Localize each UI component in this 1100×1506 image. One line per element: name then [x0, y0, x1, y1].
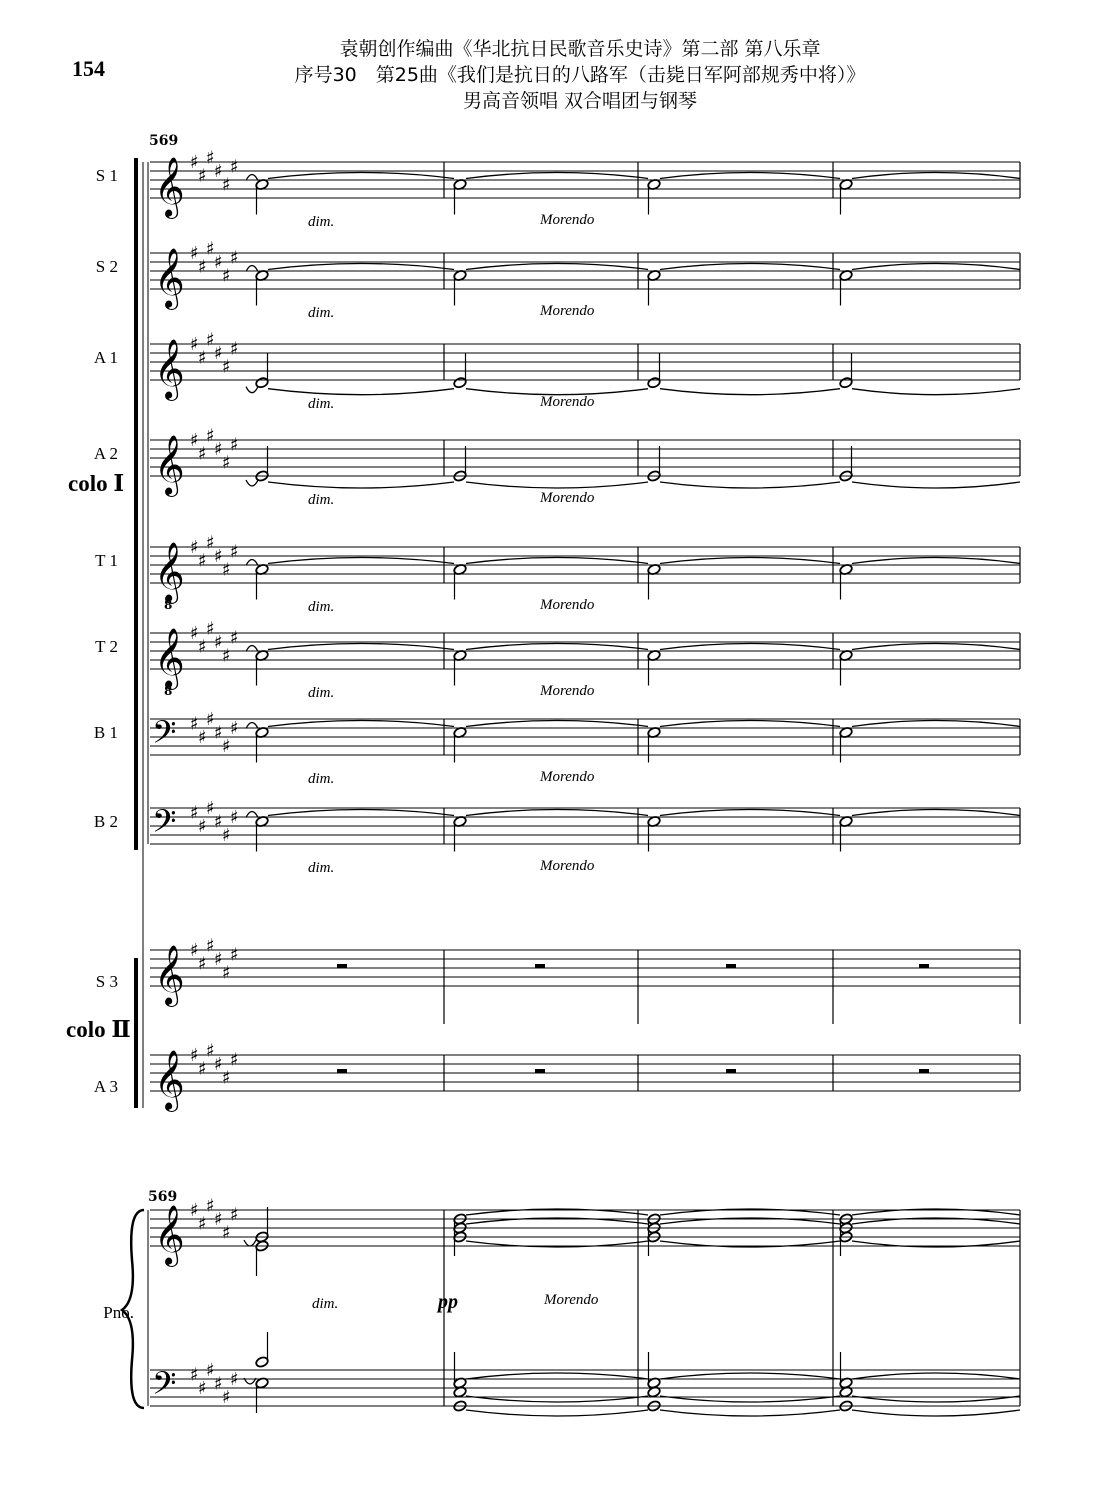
staff-s2-label: S 2 — [95, 257, 118, 276]
staff-s1-treble-clef-icon: 𝄞 — [154, 157, 185, 217]
piano-bass-tie — [852, 1373, 1020, 1379]
piano-treble-key-sharp-icon: ♯ — [230, 1204, 239, 1226]
staff-s3-key-sharp-icon: ♯ — [206, 935, 215, 957]
staff-t1-label: T 1 — [95, 551, 118, 570]
staff-s1-tie — [852, 173, 1020, 179]
staff-a3-key-sharp-icon: ♯ — [222, 1067, 231, 1089]
staff-s2-tie — [268, 264, 454, 270]
staff-a2-label: A 2 — [93, 444, 118, 463]
staff-b1-key-sharp-icon: ♯ — [230, 718, 239, 739]
staff-t1-tie — [268, 558, 454, 564]
staff-a3-half-rest — [726, 1069, 736, 1073]
choir-two-label: colo Ⅱ — [66, 1017, 131, 1042]
staff-b1-key-sharp-icon: ♯ — [214, 722, 223, 744]
staff-t1-key-sharp-icon: ♯ — [198, 550, 207, 572]
staff-b1-tie — [852, 721, 1020, 727]
staff-a3-key-sharp-icon: ♯ — [198, 1058, 207, 1080]
staff-a1-key-sharp-icon: ♯ — [190, 334, 199, 355]
staff-t2-morendo-mark: Morendo — [540, 683, 595, 699]
staff-s3-key-sharp-icon: ♯ — [230, 944, 239, 966]
staff-t1-key-sharp-icon: ♯ — [206, 532, 215, 554]
staff-a1-tie — [268, 389, 454, 395]
staff-a2-dim-mark: dim. — [308, 492, 335, 508]
staff-b1-tie — [660, 721, 840, 727]
staff-t2-treble-clef-icon: 𝄞 — [154, 628, 185, 688]
staff-a3-half-rest — [337, 1069, 347, 1073]
staff-a1-treble-clef-icon: 𝄞 — [154, 339, 185, 399]
staff-t2-ottava-icon: 8 — [164, 684, 173, 698]
piano-treble-key-sharp-icon: ♯ — [206, 1195, 215, 1217]
staff-t2-key-sharp-icon: ♯ — [198, 636, 207, 658]
staff-t2-dim-mark: dim. — [308, 685, 335, 701]
staff-a2-key-sharp-icon: ♯ — [230, 434, 239, 456]
staff-a2-key-sharp-icon: ♯ — [190, 430, 199, 451]
piano-treble-treble-clef-icon: 𝄞 — [154, 1205, 185, 1265]
staff-t1-treble-clef-icon: 𝄞 — [154, 542, 185, 602]
staff-b1-morendo-mark: Morendo — [540, 769, 595, 785]
staff-a1-label: A 1 — [93, 348, 118, 367]
staff-t2-tie — [268, 644, 454, 650]
staff-s1-key-sharp-icon: ♯ — [214, 161, 223, 182]
staff-t2-key-sharp-icon: ♯ — [222, 645, 231, 667]
staff-a1-tie — [660, 389, 840, 395]
staff-t1-tie — [466, 558, 648, 564]
staff-a1-key-sharp-icon: ♯ — [222, 356, 231, 378]
staff-s3-half-rest — [535, 964, 545, 968]
staff-s3-half-rest — [726, 964, 736, 968]
staff-b2-tie — [852, 810, 1020, 816]
measure-number-569: 569 — [149, 133, 179, 149]
staff-s1-tie — [660, 173, 840, 179]
staff-a1-key-sharp-icon: ♯ — [230, 338, 239, 360]
staff-a3-key-sharp-icon: ♯ — [214, 1054, 223, 1075]
staff-b2-dim-mark: dim. — [308, 860, 335, 876]
staff-s3-key-sharp-icon: ♯ — [198, 953, 207, 975]
staff-t2-tie — [466, 644, 648, 650]
staff-b2-key-sharp-icon: ♯ — [190, 802, 199, 824]
staff-s1-label: S 1 — [95, 166, 118, 185]
piano-dim-mark: dim. — [312, 1296, 339, 1312]
staff-a1-key-sharp-icon: ♯ — [206, 329, 215, 351]
staff-t1-tie — [660, 558, 840, 564]
piano-bass-key-sharp-icon: ♯ — [230, 1369, 239, 1390]
piano-morendo-mark: Morendo — [544, 1292, 599, 1308]
staff-a2-entry-tie — [246, 480, 258, 486]
staff-a3-key-sharp-icon: ♯ — [190, 1045, 199, 1066]
staff-s3-half-rest — [919, 964, 929, 968]
staff-b1-key-sharp-icon: ♯ — [206, 709, 215, 730]
staff-a2-key-sharp-icon: ♯ — [222, 452, 231, 474]
staff-t2-key-sharp-icon: ♯ — [206, 618, 215, 640]
staff-a3-key-sharp-icon: ♯ — [230, 1049, 239, 1071]
staff-s2-key-sharp-icon: ♯ — [198, 256, 207, 278]
staff-s3-key-sharp-icon: ♯ — [222, 962, 231, 984]
staff-b2-key-sharp-icon: ♯ — [198, 816, 207, 837]
staff-s1-key-sharp-icon: ♯ — [190, 152, 199, 173]
piano-bass-tie — [852, 1410, 1020, 1416]
staff-t1-key-sharp-icon: ♯ — [230, 541, 239, 563]
piano-bass-tie — [660, 1373, 840, 1379]
staff-s1-tie — [268, 173, 454, 179]
piece-title: 序号30 第25曲《我们是抗日的八路军（击毙日军阿部规秀中将）》 — [294, 64, 866, 86]
staff-a2-tie — [660, 482, 840, 488]
staff-b1-key-sharp-icon: ♯ — [190, 713, 199, 735]
staff-t1-ottava-icon: 8 — [164, 598, 173, 612]
staff-b2-label: B 2 — [93, 812, 118, 831]
piano-entry-tie — [244, 1240, 256, 1246]
staff-a3-half-rest — [535, 1069, 545, 1073]
staff-b1-dim-mark: dim. — [308, 771, 335, 787]
piano-measure-number: 569 — [148, 1189, 178, 1205]
piano-bass-tie — [466, 1373, 648, 1379]
staff-s3-half-rest — [337, 964, 347, 968]
piano-bass-key-sharp-icon: ♯ — [222, 1387, 231, 1408]
staff-a1-tie — [852, 389, 1020, 395]
piano-pp-mark: pp — [438, 1291, 458, 1313]
staff-b1-key-sharp-icon: ♯ — [198, 727, 207, 748]
staff-t1-key-sharp-icon: ♯ — [214, 546, 223, 567]
staff-s1-key-sharp-icon: ♯ — [230, 156, 239, 178]
staff-t2-tie — [852, 644, 1020, 650]
staff-a2-treble-clef-icon: 𝄞 — [154, 435, 185, 495]
staff-b1-tie — [268, 721, 454, 727]
staff-t1-morendo-mark: Morendo — [540, 597, 595, 613]
staff-s2-tie — [660, 264, 840, 270]
staff-s2-morendo-mark: Morendo — [540, 303, 595, 319]
staff-s3-key-sharp-icon: ♯ — [190, 940, 199, 961]
staff-s2-key-sharp-icon: ♯ — [214, 252, 223, 273]
staff-s2-key-sharp-icon: ♯ — [230, 247, 239, 269]
score-title: 袁朝创作编曲《华北抗日民歌音乐史诗》第二部 第八乐章 — [339, 38, 821, 60]
staff-t2-key-sharp-icon: ♯ — [214, 632, 223, 653]
staff-b1-bass-clef-icon: 𝄢 — [152, 714, 177, 758]
staff-t2-label: T 2 — [95, 637, 118, 656]
staff-a2-key-sharp-icon: ♯ — [198, 443, 207, 465]
staff-a3-label: A 3 — [93, 1077, 118, 1096]
staff-t1-dim-mark: dim. — [308, 599, 335, 615]
piano-treble-key-sharp-icon: ♯ — [222, 1222, 231, 1244]
staff-b2-morendo-mark: Morendo — [540, 858, 595, 874]
staff-s1-key-sharp-icon: ♯ — [222, 174, 231, 196]
scoring-subtitle: 男高音领唱 双合唱团与钢琴 — [462, 90, 698, 112]
staff-s2-treble-clef-icon: 𝄞 — [154, 248, 185, 308]
piano-bass-tie — [660, 1410, 840, 1416]
staff-a2-tie — [268, 482, 454, 488]
piano-treble-key-sharp-icon: ♯ — [198, 1213, 207, 1235]
staff-a1-morendo-mark: Morendo — [540, 394, 595, 410]
staff-a3-treble-clef-icon: 𝄞 — [154, 1050, 185, 1110]
piano-treble-key-sharp-icon: ♯ — [214, 1209, 223, 1230]
staff-b1-label: B 1 — [93, 723, 118, 742]
staff-s3-key-sharp-icon: ♯ — [214, 949, 223, 970]
page-number: 154 — [72, 56, 105, 81]
staff-a2-key-sharp-icon: ♯ — [206, 425, 215, 447]
staff-b2-key-sharp-icon: ♯ — [230, 807, 239, 828]
piano-bass-tie — [466, 1410, 648, 1416]
piano-bass-key-sharp-icon: ♯ — [206, 1360, 215, 1381]
choir-one-label: colo Ⅰ — [68, 471, 125, 496]
staff-b2-tie — [466, 810, 648, 816]
staff-b1-tie — [466, 721, 648, 727]
staff-t2-key-sharp-icon: ♯ — [230, 627, 239, 649]
piano-treble-key-sharp-icon: ♯ — [190, 1200, 199, 1221]
staff-s2-key-sharp-icon: ♯ — [206, 238, 215, 260]
staff-a1-dim-mark: dim. — [308, 396, 335, 412]
piano-bass-key-sharp-icon: ♯ — [198, 1378, 207, 1399]
staff-t2-key-sharp-icon: ♯ — [190, 623, 199, 644]
staff-s1-key-sharp-icon: ♯ — [198, 165, 207, 187]
staff-s1-morendo-mark: Morendo — [540, 212, 595, 228]
staff-a2-morendo-mark: Morendo — [540, 490, 595, 506]
staff-s2-dim-mark: dim. — [308, 305, 335, 321]
staff-s1-key-sharp-icon: ♯ — [206, 147, 215, 169]
staff-t2-tie — [660, 644, 840, 650]
staff-b2-tie — [268, 810, 454, 816]
piano-label: Pno. — [103, 1303, 134, 1322]
staff-a3-half-rest — [919, 1069, 929, 1073]
piano-bass-bass-clef-icon: 𝄢 — [152, 1365, 177, 1409]
staff-s1-dim-mark: dim. — [308, 214, 335, 230]
piano-bass-key-sharp-icon: ♯ — [190, 1364, 199, 1386]
staff-a1-key-sharp-icon: ♯ — [198, 347, 207, 369]
staff-a2-key-sharp-icon: ♯ — [214, 439, 223, 460]
staff-b2-tie — [660, 810, 840, 816]
staff-s2-key-sharp-icon: ♯ — [222, 265, 231, 287]
staff-b2-key-sharp-icon: ♯ — [222, 825, 231, 846]
staff-a1-key-sharp-icon: ♯ — [214, 343, 223, 364]
staff-t1-tie — [852, 558, 1020, 564]
staff-a2-tie — [852, 482, 1020, 488]
staff-s3-treble-clef-icon: 𝄞 — [154, 945, 185, 1005]
staff-b2-key-sharp-icon: ♯ — [214, 811, 223, 833]
staff-t1-key-sharp-icon: ♯ — [222, 559, 231, 581]
staff-b2-bass-clef-icon: 𝄢 — [152, 803, 177, 847]
staff-b1-key-sharp-icon: ♯ — [222, 736, 231, 757]
staff-s1-tie — [466, 173, 648, 179]
staff-t1-key-sharp-icon: ♯ — [190, 537, 199, 558]
staff-a2-tie — [466, 482, 648, 488]
staff-s2-tie — [852, 264, 1020, 270]
staff-a1-entry-tie — [246, 387, 258, 393]
staff-a3-key-sharp-icon: ♯ — [206, 1040, 215, 1062]
staff-s3-label: S 3 — [95, 972, 118, 991]
staff-s2-key-sharp-icon: ♯ — [190, 243, 199, 264]
staff-b2-key-sharp-icon: ♯ — [206, 798, 215, 819]
piano-bass-key-sharp-icon: ♯ — [214, 1373, 223, 1395]
staff-s2-tie — [466, 264, 648, 270]
